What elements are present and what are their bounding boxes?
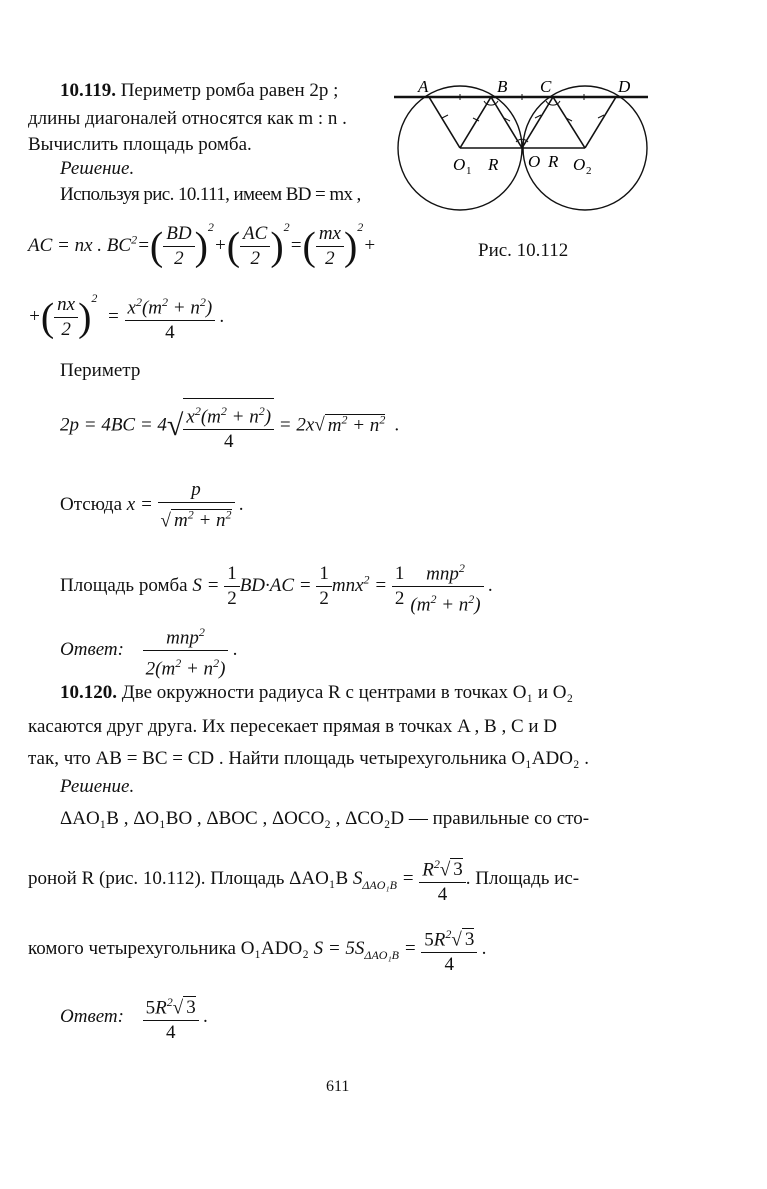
problem-10-120-line-1 [60,682,573,704]
area-label: Площадь ромба [60,575,188,597]
label-r-right: R [548,152,559,171]
label-r-left: R [488,155,499,174]
answer-10-119: Ответ: $\frac{mnp^2}{2(m^2 + n^2)}$ . [60,620,238,682]
problem-10-119-line-2: длины диагоналей относятся как m : n . [28,108,347,129]
label-b: B [497,77,508,96]
perimeter-label: Периметр [60,360,141,381]
problem-10-120-line-2: касаются друг друга. Их пересекает прямая в точках A , B , C и D [28,716,558,737]
problem-10-120-line-3: так, что AB = BC = CD . Найти площадь четырехугольника O₁ADO₂ . [28,748,590,769]
triangle-area-line: роной R (рис. 10.112). Площадь ΔAO₁B $S_{\Delta AO_1B}$ = $\frac{R^2√ 3}{4}$ . Площадь ис- [28,852,579,907]
solution-label: Решение. [60,158,135,179]
answer-label-120: Ответ: [60,1006,124,1028]
problem-10-119-line-1 [60,80,338,102]
label-o1: O [453,155,466,174]
triangle-area-end: . Площадь ис- [465,868,580,890]
figure-caption: Рис. 10.112 [478,240,569,261]
ac-equals-nx: AC = nx . [28,235,103,256]
using-figure-line: Используя рис. 10.111, имеем BD = mx , [60,184,361,205]
solution-label-120: Решение. [60,776,135,797]
perimeter-formula: 2p = 4BC = 4√ $\frac{x^2(m^2 + n^2)}{4}$ = 2x√ $m^2 + n^2$ . [60,398,400,454]
statement-text: Две окружности радиуса R с центрами в точках O₁ и O₂ [121,682,574,703]
problem-10-119-line-3: Вычислить площадь ромба. [28,134,252,155]
label-o2: O [573,155,586,174]
triangle-edges [429,97,616,148]
area-formula: Площадь ромба S = $\frac{1}{2}$ BD·AC = $\frac{1}{2}$ mnx$^2$ = $\frac{1}{2}$ $\frac{mnp^2}{(m^2 + n^2)}$ . [60,556,493,618]
triangles-line: ΔAO₁B , ΔO₁BO , ΔBOC , ΔOCO₂ , ΔCO₂D — правильные со сто- [60,808,590,829]
label-c: C [540,77,552,96]
label-a: A [418,77,429,96]
bc-squared-formula: AC = nx . $BC^2=$( $\frac{BD}{2}$ )$^2$+( $\frac{AC}{2}$ )$^2$=( $\frac{mx}{2}$ )$^2$+ [28,220,377,270]
hence-formula: Отсюда x = $\frac{p}{√ m^2 + n^2}$ . [60,479,245,532]
problem-number: 10.119. [60,80,116,101]
label-o1-sub: 1 [466,165,472,177]
statement-text: Периметр ромба равен 2p ; [120,80,339,101]
problem-number: 10.120. [60,682,117,703]
bc-squared-continued: +( $\frac{nx}{2}$ )$^2$ = $\frac{x^2(m^2 + n^2)}{4}$ . [28,291,225,344]
quadrilateral-area-line: комого четырехугольника O₁ADO₂ $S = 5S_{\Delta AO_1B}$ = $\frac{5R^2√ 3}{4}$ . [28,922,487,977]
angle-arcs [484,101,560,142]
label-o2-sub: 2 [586,165,592,177]
quadrilateral-area-text: комого четырехугольника O₁ADO₂ [28,938,309,960]
answer-10-120: Ответ: $\frac{5R^2√ 3}{4}$ . [60,990,208,1045]
page-number: 611 [326,1078,350,1095]
label-d: D [618,77,631,96]
answer-label: Ответ: [60,639,124,661]
hence-label: Отсюда [60,494,123,516]
label-o: O [528,152,541,171]
triangle-area-text: роной R (рис. 10.112). Площадь ΔAO₁B [28,868,349,890]
